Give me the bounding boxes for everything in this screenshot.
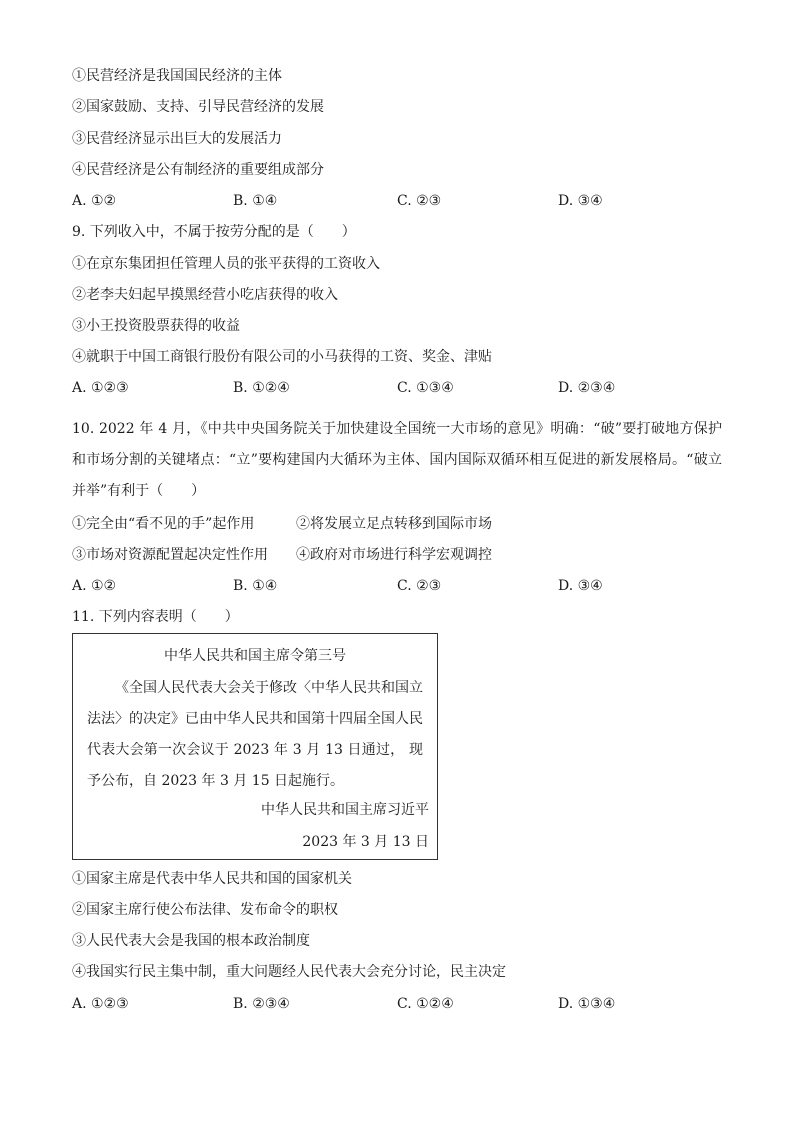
decree-title: 中华人民共和国主席令第三号 — [164, 648, 346, 664]
q8-option-b: B. ①④ — [233, 193, 278, 209]
q10-options — [72, 576, 712, 596]
q8-option-c: C. ②③ — [397, 193, 442, 209]
q8-statement-4: ④民营经济是公有制经济的重要组成部分 — [72, 162, 324, 178]
q11-options — [72, 994, 712, 1014]
q10-option-a: A. ①② — [72, 578, 117, 594]
q9-statement-2: ②老李夫妇起早摸黑经营小吃店获得的收入 — [72, 287, 338, 303]
q8-option-d: D. ③④ — [558, 193, 603, 209]
q10-statement-row-1 — [72, 514, 712, 534]
q11-option-c: C. ①②④ — [397, 996, 454, 1012]
q9-option-d: D. ②③④ — [558, 380, 616, 396]
q9-option-c: C. ①③④ — [397, 380, 454, 396]
q9-statement-4: ④就职于中国工商银行股份有限公司的小马获得的工资、奖金、津贴 — [72, 349, 492, 365]
q10-statement-1: ①完全由“看不见的手”起作用 — [72, 516, 255, 532]
q10-option-c: C. ②③ — [397, 578, 442, 594]
q10-stem: 10. 2022 年 4 月，《中共中央国务院关于加快建设全国统一大市场的意见》明确：“破”要打破地方保护和市场分割的关键堵点：“立”要构建国内大循环为主体、国内国际双循环相互促进的新发展格局。“破立并举”有利于（ ） — [72, 421, 722, 499]
q9-statement-1: ①在京东集团担任管理人员的张平获得的工资收入 — [72, 256, 380, 272]
q11-option-b: B. ②③④ — [233, 996, 290, 1012]
q10-statement-row-2 — [72, 545, 712, 565]
q11-option-a: A. ①②③ — [72, 996, 129, 1012]
q10-statement-3: ③市场对资源配置起决定性作用 — [72, 547, 268, 563]
q8-statement-3: ③民营经济显示出巨大的发展活力 — [72, 131, 282, 147]
q8-option-a: A. ①② — [72, 193, 117, 209]
q10-statement-4: ④政府对市场进行科学宏观调控 — [296, 547, 492, 563]
q8-options — [72, 191, 712, 211]
q11-statement-2: ②国家主席行使公布法律、发布命令的职权 — [72, 902, 338, 918]
q9-option-b: B. ①②④ — [233, 380, 290, 396]
q10-option-b: B. ①④ — [233, 578, 278, 594]
q11-option-d: D. ①③④ — [558, 996, 616, 1012]
q11-statement-3: ③人民代表大会是我国的根本政治制度 — [72, 933, 310, 949]
q11-statement-4: ④我国实行民主集中制，重大问题经人民代表大会充分讨论，民主决定 — [72, 964, 506, 980]
q8-statement-1: ①民营经济是我国国民经济的主体 — [72, 68, 282, 84]
decree-box — [72, 633, 438, 860]
q8-statement-2: ②国家鼓励、支持、引导民营经济的发展 — [72, 99, 324, 115]
q11-statement-1: ①国家主席是代表中华人民共和国的国家机关 — [72, 871, 352, 887]
decree-date: 2023 年 3 月 13 日 — [302, 834, 429, 850]
decree-signature: 中华人民共和国主席习近平 — [261, 802, 429, 818]
q9-statement-3: ③小王投资股票获得的收益 — [72, 318, 240, 334]
q10-option-d: D. ③④ — [558, 578, 603, 594]
decree-body: 《全国人民代表大会关于修改〈中华人民共和国立法法〉的决定》已由中华人民共和国第十四届全国人民代表大会第一次会议于 2023 年 3 月 13 日通过， 现予公布，自 2023 年 3 月 15 日起施行。 — [87, 680, 423, 789]
q10-statement-2: ②将发展立足点转移到国际市场 — [296, 516, 492, 532]
q9-options — [72, 378, 712, 398]
q9-stem: 9. 下列收入中，不属于按劳分配的是（ ） — [72, 224, 356, 240]
q11-stem: 11. 下列内容表明（ ） — [72, 609, 239, 625]
q9-option-a: A. ①②③ — [72, 380, 129, 396]
